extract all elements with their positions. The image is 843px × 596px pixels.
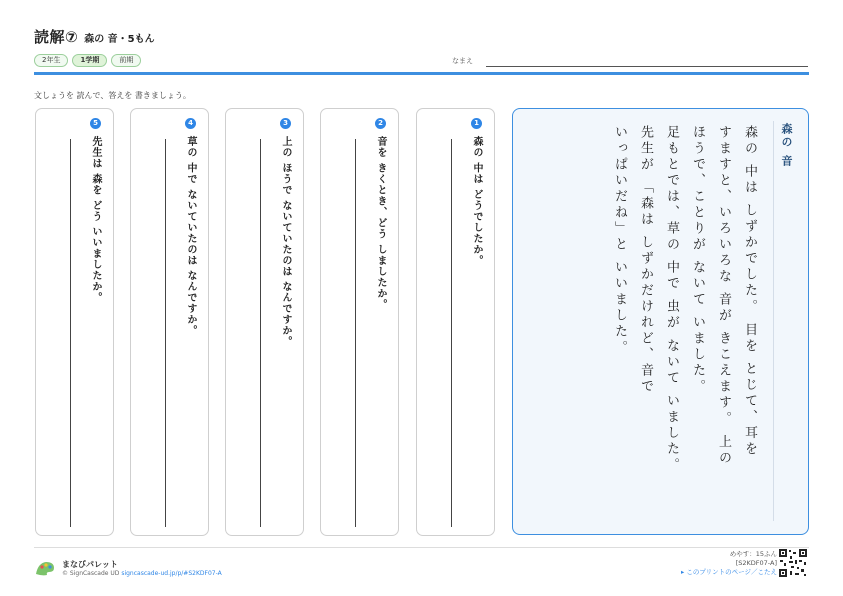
tag-row [34, 54, 141, 67]
question-number-badge: 5 [90, 118, 101, 129]
question-box-1 [416, 108, 495, 536]
brand [34, 559, 222, 577]
qr-code-icon[interactable] [778, 548, 808, 578]
brand-copyright [62, 570, 222, 577]
answer-line[interactable] [70, 139, 71, 527]
tag-term: 1学期 [72, 54, 107, 67]
name-field-line[interactable] [486, 66, 808, 67]
title-main: 読解⑦ [34, 28, 79, 46]
question-text: 先生は 森を どう いいましたか。 [90, 136, 101, 304]
worksheet-meta [681, 550, 777, 577]
tag-period: 前期 [111, 54, 141, 67]
header-divider [34, 72, 809, 75]
question-text: 上の ほうで ないていたのは なんですか。 [280, 136, 291, 348]
footer-divider [34, 547, 809, 548]
answer-line[interactable] [260, 139, 261, 527]
answer-line[interactable] [451, 139, 452, 527]
question-number-badge: 2 [375, 118, 386, 129]
question-text: 森の 中は どうでしたか。 [471, 136, 482, 266]
answer-page-link[interactable]: ▸ このプリントのページ／こたえ [681, 568, 777, 576]
time-estimate: めやす：15ふん [729, 550, 777, 558]
story-title: 森の 音 [780, 123, 793, 168]
name-label: なまえ [452, 57, 473, 65]
instruction-text: 文しょうを 読んで、答えを 書きましょう。 [34, 91, 191, 100]
tag-grade: 2年生 [34, 54, 68, 67]
worksheet-code: [S2KDF07-A] [735, 559, 777, 567]
question-text: 音を きくとき、どう しましたか。 [375, 136, 386, 310]
title-subtitle: 森の 音・5もん [84, 34, 155, 45]
question-number-badge: 4 [185, 118, 196, 129]
question-box-5 [35, 108, 114, 536]
question-box-2 [320, 108, 399, 536]
question-text: 草の 中で ないていたのは なんですか。 [185, 136, 196, 337]
copyright-text: © SignCascade UD [62, 570, 120, 577]
brand-name: まなびパレット [62, 560, 118, 569]
question-number-badge: 1 [471, 118, 482, 129]
palette-logo-icon [34, 560, 56, 576]
answer-line[interactable] [355, 139, 356, 527]
question-box-3 [225, 108, 304, 536]
story-text: 森の 中は しずかでした。 目を とじて、耳を すますと、いろいろな 音が きこえます。 上の ほうで、ことりが ないて いました。 足もとでは、草の 中で 虫が ないて いました。 先生が 「森は しずかだけれど、音で いっぱいだね」と いいました。 [612, 125, 757, 474]
worksheet-url-link[interactable]: signcascade-ud.jp/p/#S2KDF07-A [121, 570, 222, 577]
worksheet-title [34, 26, 155, 47]
story-panel [512, 108, 809, 535]
story-divider [773, 121, 774, 521]
question-box-4 [130, 108, 209, 536]
question-number-badge: 3 [280, 118, 291, 129]
answer-line[interactable] [165, 139, 166, 527]
